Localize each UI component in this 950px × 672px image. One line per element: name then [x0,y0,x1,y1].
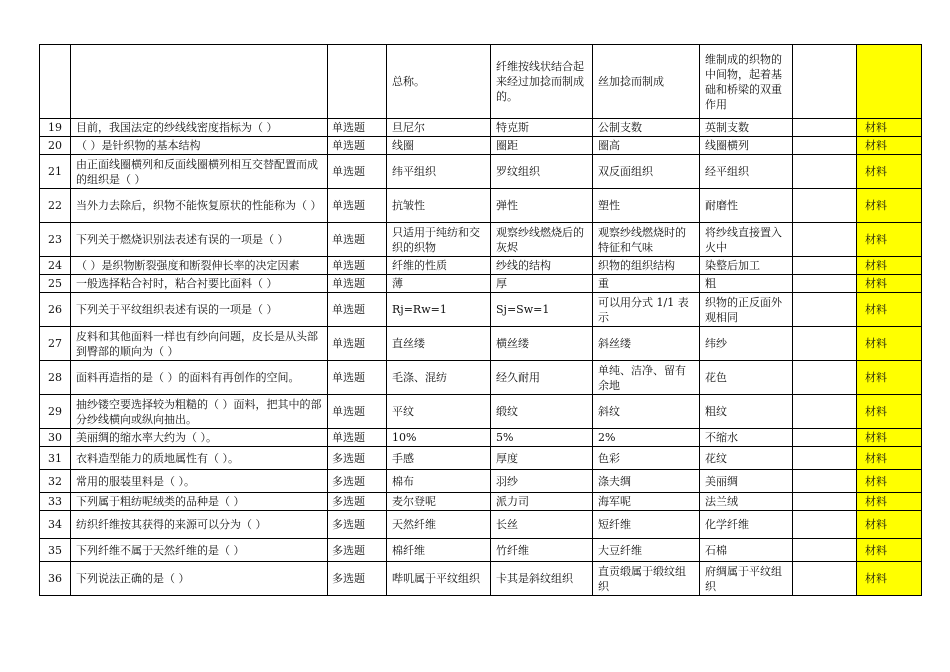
table-row [40,327,922,361]
table-row [40,470,922,493]
cell-no: 26 [40,293,71,327]
cell-option-c: 色彩 [593,447,700,470]
cell-option-b: 横丝缕 [491,327,593,361]
cell-question: 由正面线圈横列和反面线圈横列相互交替配置而成的组织是（ ） [71,155,328,189]
cell-type: 单选题 [328,275,387,293]
cell-category: 材料 [857,257,922,275]
cell-category: 材料 [857,493,922,511]
cell-type [328,45,387,119]
cell-type: 多选题 [328,539,387,562]
table-row [40,119,922,137]
cell-option-a: 毛涤、混纺 [387,361,491,395]
cell-option-a: 麦尔登呢 [387,493,491,511]
cell-type: 单选题 [328,155,387,189]
table-row [40,539,922,562]
cell-question: 面料再造指的是（ ）的面料有再创作的空间。 [71,361,328,395]
cell-question: 目前，我国法定的纱线线密度指标为（ ） [71,119,328,137]
cell-option-a: 总称。 [387,45,491,119]
cell-option-b: 特克斯 [491,119,593,137]
cell-question: 当外力去除后，织物不能恢复原状的性能称为（ ） [71,189,328,223]
cell-option-c: 斜纹 [593,395,700,429]
question-table [39,44,922,596]
table-row [40,447,922,470]
cell-option-a: 旦尼尔 [387,119,491,137]
cell-option-b: 弹性 [491,189,593,223]
question-table-body [40,45,922,596]
cell-type: 单选题 [328,189,387,223]
cell-no: 20 [40,137,71,155]
cell-option-a: 直丝缕 [387,327,491,361]
cell-option-c: 观察纱线燃烧时的特征和气味 [593,223,700,257]
cell-option-d: 线圈横列 [700,137,793,155]
cell-no: 19 [40,119,71,137]
cell-option-c: 单纯、洁净、留有余地 [593,361,700,395]
cell-option-b: 纱线的结构 [491,257,593,275]
cell-question: 下列说法正确的是（ ） [71,562,328,596]
cell-option-c: 公制支数 [593,119,700,137]
cell-question: 下列纤维不属于天然纤维的是（ ） [71,539,328,562]
cell-option-c: 重 [593,275,700,293]
cell-option-b: 罗纹组织 [491,155,593,189]
cell-blank [793,429,857,447]
cell-no: 27 [40,327,71,361]
cell-option-c: 涤夫绸 [593,470,700,493]
cell-option-d: 花纹 [700,447,793,470]
table-row [40,189,922,223]
cell-category [857,45,922,119]
cell-blank [793,293,857,327]
cell-option-a: 手感 [387,447,491,470]
cell-blank [793,395,857,429]
cell-option-a: 哔叽属于平纹组织 [387,562,491,596]
cell-question: 下列属于粗纺呢绒类的品种是（ ） [71,493,328,511]
cell-option-a: 薄 [387,275,491,293]
cell-no: 32 [40,470,71,493]
cell-no: 24 [40,257,71,275]
cell-type: 单选题 [328,257,387,275]
cell-blank [793,511,857,539]
cell-option-a: 只适用于纯纺和交织的织物 [387,223,491,257]
cell-question: 下列关于平纹组织表述有误的一项是（ ） [71,293,328,327]
cell-type: 单选题 [328,137,387,155]
cell-option-b: 5% [491,429,593,447]
cell-blank [793,275,857,293]
cell-blank [793,470,857,493]
cell-type: 多选题 [328,511,387,539]
cell-question: 纺织纤维按其获得的来源可以分为（ ） [71,511,328,539]
cell-category: 材料 [857,119,922,137]
cell-question: 下列关于燃烧识别法表述有误的一项是（ ） [71,223,328,257]
cell-no: 29 [40,395,71,429]
cell-option-d: 维制成的织物的中间物，起着基础和桥梁的双重作用 [700,45,793,119]
cell-no: 21 [40,155,71,189]
cell-option-b: 厚 [491,275,593,293]
cell-option-c: 双反面组织 [593,155,700,189]
cell-option-b: 卡其是斜纹组织 [491,562,593,596]
cell-option-d: 染整后加工 [700,257,793,275]
cell-category: 材料 [857,470,922,493]
cell-blank [793,137,857,155]
cell-option-d: 粗 [700,275,793,293]
table-row-continued [40,45,922,119]
cell-blank [793,539,857,562]
cell-blank [793,327,857,361]
cell-category: 材料 [857,293,922,327]
table-row [40,275,922,293]
cell-no: 34 [40,511,71,539]
cell-option-b: 派力司 [491,493,593,511]
cell-type: 单选题 [328,223,387,257]
cell-no: 28 [40,361,71,395]
cell-category: 材料 [857,275,922,293]
cell-option-c: 直贡缎属于缎纹组织 [593,562,700,596]
cell-option-b: 竹纤维 [491,539,593,562]
cell-option-a: 纬平组织 [387,155,491,189]
cell-no: 36 [40,562,71,596]
table-row [40,361,922,395]
cell-question: 美丽绸的缩水率大约为（ ）。 [71,429,328,447]
cell-option-d: 石棉 [700,539,793,562]
cell-category: 材料 [857,539,922,562]
table-row [40,493,922,511]
cell-no: 23 [40,223,71,257]
cell-no: 31 [40,447,71,470]
cell-question: 一般选择粘合衬时，粘合衬要比面料（ ） [71,275,328,293]
cell-blank [793,155,857,189]
cell-option-a: 纤维的性质 [387,257,491,275]
cell-option-c: 织物的组织结构 [593,257,700,275]
cell-option-b: 经久耐用 [491,361,593,395]
cell-category: 材料 [857,327,922,361]
cell-option-b: 纤维按线状结合起来经过加捻而制成的。 [491,45,593,119]
cell-option-d: 经平组织 [700,155,793,189]
cell-option-a: 天然纤维 [387,511,491,539]
cell-type: 单选题 [328,293,387,327]
cell-blank [793,562,857,596]
cell-option-c: 大豆纤维 [593,539,700,562]
cell-category: 材料 [857,562,922,596]
cell-option-c: 圈高 [593,137,700,155]
cell-blank [793,361,857,395]
cell-option-a: 线圈 [387,137,491,155]
cell-category: 材料 [857,447,922,470]
cell-option-d: 耐磨性 [700,189,793,223]
cell-option-d: 将纱线直接置入火中 [700,223,793,257]
cell-type: 多选题 [328,493,387,511]
cell-question: （ ）是织物断裂强度和断裂伸长率的决定因素 [71,257,328,275]
cell-type: 多选题 [328,447,387,470]
cell-category: 材料 [857,155,922,189]
cell-option-a: 平纹 [387,395,491,429]
cell-option-b: 观察纱线燃烧后的灰烬 [491,223,593,257]
cell-no: 33 [40,493,71,511]
table-row [40,155,922,189]
cell-option-d: 粗纹 [700,395,793,429]
cell-type: 单选题 [328,429,387,447]
cell-option-c: 可以用分式 1/1 表示 [593,293,700,327]
table-row [40,562,922,596]
cell-option-c: 2% [593,429,700,447]
table-row [40,395,922,429]
cell-category: 材料 [857,395,922,429]
cell-category: 材料 [857,223,922,257]
cell-type: 单选题 [328,395,387,429]
cell-option-d: 英制支数 [700,119,793,137]
cell-question: 衣料造型能力的质地属性有（ ）。 [71,447,328,470]
cell-type: 多选题 [328,562,387,596]
cell-category: 材料 [857,511,922,539]
cell-option-d: 美丽绸 [700,470,793,493]
cell-option-d: 府绸属于平纹组织 [700,562,793,596]
cell-type: 单选题 [328,119,387,137]
table-row [40,257,922,275]
cell-blank [793,45,857,119]
cell-type: 多选题 [328,470,387,493]
cell-blank [793,119,857,137]
cell-no: 30 [40,429,71,447]
cell-blank [793,447,857,470]
cell-option-d: 化学纤维 [700,511,793,539]
table-row [40,429,922,447]
cell-option-c: 短纤维 [593,511,700,539]
cell-option-d: 花色 [700,361,793,395]
cell-option-a: Rj=Rw=1 [387,293,491,327]
table-row [40,137,922,155]
cell-category: 材料 [857,137,922,155]
cell-question: 抽纱镂空要选择较为粗糙的（ ）面料，把其中的部分纱线横向或纵向抽出。 [71,395,328,429]
cell-option-b: 长丝 [491,511,593,539]
cell-option-b: 厚度 [491,447,593,470]
cell-question: 皮料和其他面料一样也有纱向问题，皮长是从头部到臀部的顺向为（ ） [71,327,328,361]
cell-option-b: 缎纹 [491,395,593,429]
cell-question [71,45,328,119]
cell-option-b: 羽纱 [491,470,593,493]
cell-category: 材料 [857,429,922,447]
cell-option-d: 不缩水 [700,429,793,447]
cell-blank [793,493,857,511]
cell-option-a: 抗皱性 [387,189,491,223]
cell-option-c: 海军呢 [593,493,700,511]
cell-category: 材料 [857,361,922,395]
cell-question: （ ）是针织物的基本结构 [71,137,328,155]
cell-option-c: 斜丝缕 [593,327,700,361]
cell-no: 22 [40,189,71,223]
cell-blank [793,223,857,257]
cell-option-d: 法兰绒 [700,493,793,511]
cell-no: 25 [40,275,71,293]
table-row [40,223,922,257]
table-row [40,293,922,327]
cell-type: 单选题 [328,327,387,361]
cell-option-a: 棉布 [387,470,491,493]
cell-no: 35 [40,539,71,562]
cell-option-a: 棉纤维 [387,539,491,562]
cell-option-c: 塑性 [593,189,700,223]
cell-option-b: Sj=Sw=1 [491,293,593,327]
cell-option-a: 10% [387,429,491,447]
cell-option-d: 纬纱 [700,327,793,361]
cell-option-b: 圈距 [491,137,593,155]
cell-blank [793,189,857,223]
cell-option-c: 丝加捻而制成 [593,45,700,119]
cell-question: 常用的服装里料是（ ）。 [71,470,328,493]
cell-blank [793,257,857,275]
cell-category: 材料 [857,189,922,223]
cell-no [40,45,71,119]
cell-type: 单选题 [328,361,387,395]
table-row [40,511,922,539]
cell-option-d: 织物的正反面外观相同 [700,293,793,327]
